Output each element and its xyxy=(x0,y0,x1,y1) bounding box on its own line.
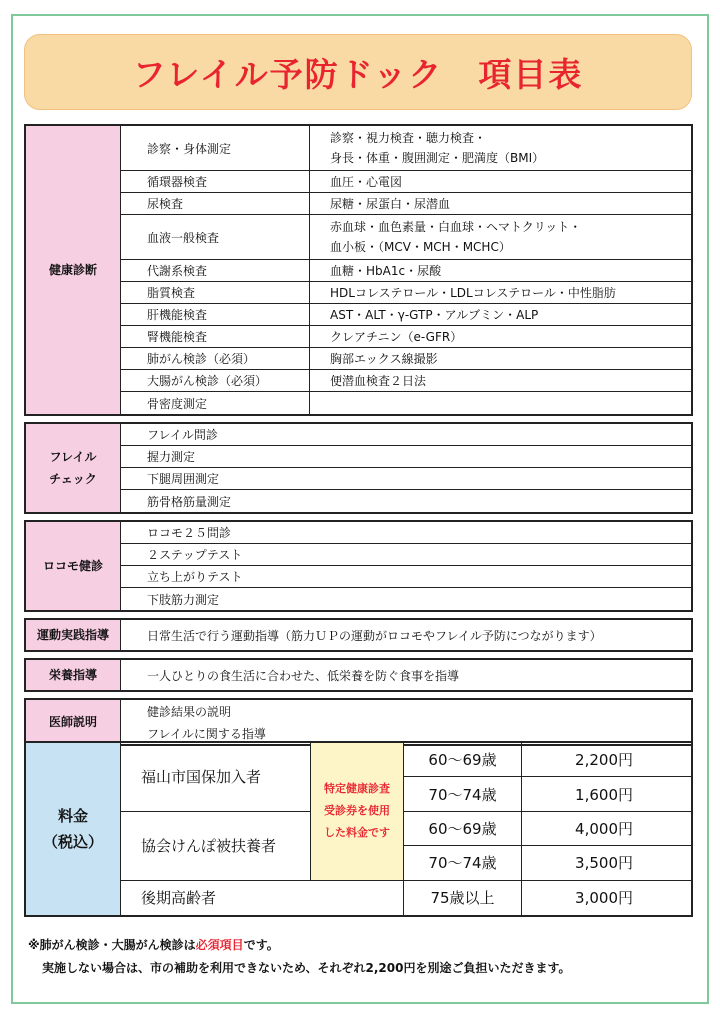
table-row xyxy=(121,304,691,326)
footer-line-1: ※肺がん検診・大腸がん検診は必須項目です。 xyxy=(28,938,279,952)
group-frail xyxy=(24,422,693,514)
item-detail: AST・ALT・γ-GTP・アルブミン・ALP xyxy=(330,307,539,322)
table-row xyxy=(121,392,691,414)
list-item: ２ステップテスト xyxy=(121,544,691,566)
item-detail: 胸部エックス線撮影 xyxy=(330,351,438,366)
page-title: フレイル予防ドック 項目表 xyxy=(132,54,584,94)
table-row xyxy=(121,326,691,348)
fee-group: 協会けんぽ被扶養者 xyxy=(121,812,311,881)
item-name: 肝機能検査 xyxy=(121,304,310,325)
table-row xyxy=(121,348,691,370)
fee-group: 後期高齢者 xyxy=(121,881,404,915)
fee-price: 2,200円 xyxy=(522,743,691,777)
group-label: ロコモ健診 xyxy=(26,522,121,610)
group-eiyou xyxy=(24,658,693,692)
fee-group: 福山市国保加入者 xyxy=(121,743,311,812)
items-table xyxy=(24,124,693,752)
item-name: 代謝系検査 xyxy=(121,260,310,281)
fee-label: 料金 （税込） xyxy=(26,743,121,915)
list-item: 筋骨格筋量測定 xyxy=(147,494,232,509)
item-name: 血液一般検査 xyxy=(121,215,310,259)
list-item: フレイル問診 xyxy=(121,424,691,446)
table-row xyxy=(121,260,691,282)
item-name: 腎機能検査 xyxy=(121,326,310,347)
group-label: 運動実践指導 xyxy=(26,620,121,650)
item-detail: HDLコレステロール・LDLコレステロール・中性脂肪 xyxy=(330,285,616,300)
group-locomo xyxy=(24,520,693,612)
list-item: 立ち上がりテスト xyxy=(121,566,691,588)
item-detail: 便潜血検査２日法 xyxy=(330,373,427,388)
item-name: 肺がん検診（必須） xyxy=(121,348,310,369)
title-banner xyxy=(24,34,692,110)
list-item: 下肢筋力測定 xyxy=(147,592,220,607)
fee-price: 1,600円 xyxy=(522,777,691,811)
fee-age: 70～74歳 xyxy=(404,777,522,811)
item-name: 大腸がん検診（必須） xyxy=(121,370,310,391)
item-name: 診察・身体測定 xyxy=(121,126,310,170)
list-item: 握力測定 xyxy=(121,446,691,468)
group-ishi xyxy=(24,698,693,746)
fee-age: 60～69歳 xyxy=(404,812,522,846)
item-detail: 尿糖・尿蛋白・尿潜血 xyxy=(330,196,451,211)
fee-note: 特定健康診査 受診券を使用 した料金です xyxy=(311,743,404,881)
item-name: 骨密度測定 xyxy=(121,392,310,414)
list-item: 下腿周囲測定 xyxy=(121,468,691,490)
item-detail: 血糖・HbA1c・尿酸 xyxy=(330,263,442,278)
group-label: 栄養指導 xyxy=(26,660,121,690)
fee-age: 60～69歳 xyxy=(404,743,522,777)
list-item: 健診結果の説明 xyxy=(147,704,232,719)
list-item: フレイルに関する指導 xyxy=(147,726,266,741)
table-row xyxy=(121,370,691,392)
fee-age: 75歳以上 xyxy=(404,881,522,915)
table-row xyxy=(121,193,691,215)
item-detail: 赤血球・血色素量・白血球・ヘマトクリット・ 血小板・（MCV・MCH・MCHC） xyxy=(330,220,582,254)
group-label: 健康診断 xyxy=(26,126,121,414)
fee-price: 3,500円 xyxy=(522,846,691,880)
group-undou xyxy=(24,618,693,652)
item-name: 循環器検査 xyxy=(121,171,310,192)
item-detail: 診察・視力検査・聴力検査・ 身長・体重・腹囲測定・肥満度（BMI） xyxy=(330,131,545,165)
fee-table xyxy=(24,741,693,917)
item-detail xyxy=(310,392,691,414)
group-label: 医師説明 xyxy=(26,700,121,744)
table-row xyxy=(121,215,691,260)
fee-price: 3,000円 xyxy=(575,889,633,908)
group-label: フレイル チェック xyxy=(26,424,121,512)
item-detail: クレアチニン（e-GFR） xyxy=(330,329,463,344)
table-row xyxy=(121,171,691,193)
item-name: 尿検査 xyxy=(121,193,310,214)
item-detail: 血圧・心電図 xyxy=(330,174,403,189)
group-kenkou xyxy=(24,124,693,416)
footer-line-2: 実施しない場合は、市の補助を利用できないため、それぞれ2,200円を別途ご負担いただきます。 xyxy=(42,961,571,975)
fee-age: 70～74歳 xyxy=(404,846,522,880)
fee-price: 4,000円 xyxy=(522,812,691,846)
footer-note xyxy=(28,934,571,980)
list-item: 日常生活で行う運動指導（筋力ＵＰの運動がロコモやフレイル予防につながります） xyxy=(147,628,602,643)
list-item: ロコモ２５問診 xyxy=(121,522,691,544)
list-item: 一人ひとりの食生活に合わせた、低栄養を防ぐ食事を指導 xyxy=(147,668,460,683)
table-row xyxy=(121,282,691,304)
table-row xyxy=(121,126,691,171)
item-name: 脂質検査 xyxy=(121,282,310,303)
